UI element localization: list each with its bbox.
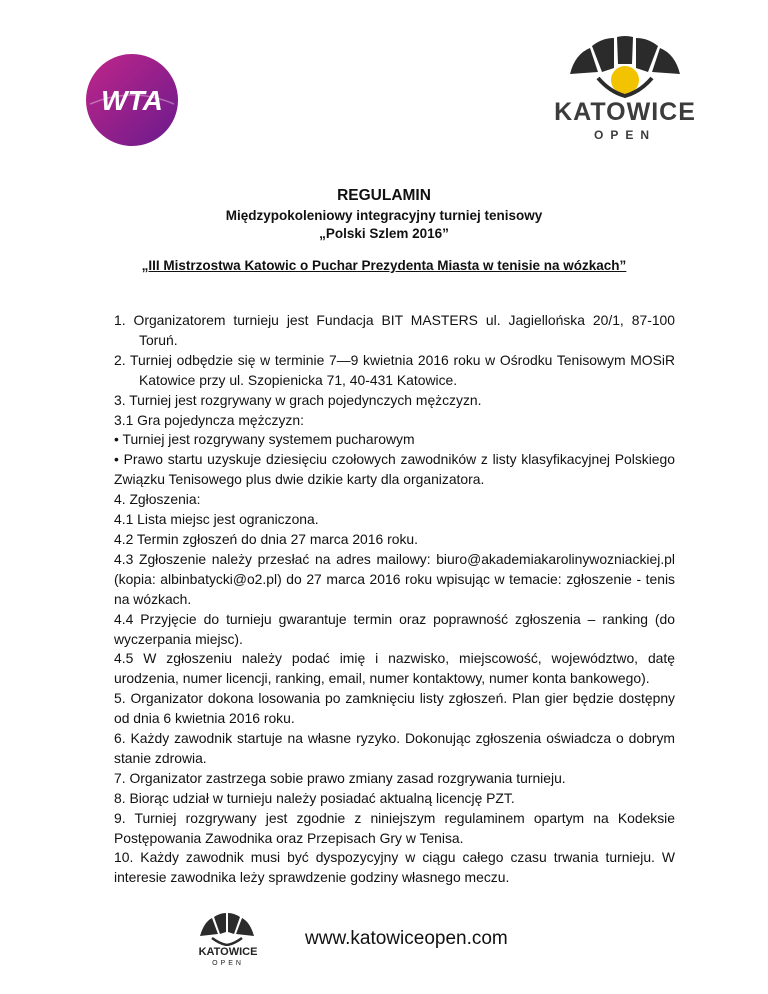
footer-logo-name: KATOWICE [198, 946, 258, 958]
rule-item: 4. Zgłoszenia: [114, 491, 201, 508]
katowice-open-logo [540, 34, 710, 158]
rule-item: • Turniej jest rozgrywany systemem pucharowym [114, 431, 415, 448]
rule-item: 3. Turniej jest rozgrywany w grach pojedynczych mężczyzn. [114, 391, 482, 408]
rule-item: 10. Każdy zawodnik musi być dyspozycyjny w ciągu całego czasu trwania turnieju. W interesie zawodnika leży sprawdzenie godziny własnego meczu. [114, 849, 675, 886]
rule-item: 2. Turniej odbędzie się w terminie 7—9 kwietnia 2016 roku w Ośrodku Tenisowym MOSiR Katowice przy ul. Szopienicka 71, 40-431 Katowice. [114, 351, 675, 388]
rule-item: • Prawo startu uzyskuje dziesięciu czołowych zawodników z listy klasyfikacyjnej Polskiego Związku Tenisowego plus dwie dzikie karty dla organizatora. [114, 451, 675, 488]
katowice-open-sub: OPEN [593, 128, 656, 142]
website-url[interactable]: www.katowiceopen.com [305, 928, 508, 949]
rule-item: 5. Organizator dokona losowania po zamknięciu listy zgłoszeń. Plan gier będzie dostępny od dnia 6 kwietnia 2016 roku. [114, 690, 675, 727]
rule-item: 9. Turniej rozgrywany jest zgodnie z niniejszym regulaminem opartym na Kodeksie Postępowania Zawodnika oraz Przepisach Gry w Tenisa. [114, 809, 675, 846]
rules-body [114, 311, 675, 888]
rule-item: 1. Organizatorem turnieju jest Fundacja BIT MASTERS ul. Jagiellońska 20/1, 87-100 Toruń. [114, 312, 675, 348]
rule-item: 3.1 Gra pojedyncza mężczyzn: [114, 411, 304, 428]
rule-item: 4.3 Zgłoszenie należy przesłać na adres mailowy: biuro@akademiakarolinywozniackiej.pl (kopia: albinbatycki@o2.pl) do 27 marca 2016 roku wpisując w temacie: zgłoszenie - tenis na wózkach. [114, 550, 675, 607]
rule-item: 6. Każdy zawodnik startuje na własne ryzyko. Dokonując zgłoszenia oświadcza o dobrym stanie zdrowia. [114, 730, 675, 766]
rule-item: 4.5 W zgłoszeniu należy podać imię i nazwisko, miejscowość, województwo, datę urodzenia, numer licencji, ranking, email, numer kontaktowy, numer konta bankowego). [114, 650, 675, 687]
championship-title-text: „III Mistrzostwa Katowic o Puchar Prezydenta Miasta w tenisie na wózkach” [141, 258, 627, 273]
event-name: „Polski Szlem 2016” [319, 226, 449, 241]
championship-title [0, 258, 768, 273]
document-title: REGULAMIN [337, 187, 431, 204]
rule-item: 4.2 Termin zgłoszeń do dnia 27 marca 2016 roku. [114, 530, 418, 547]
rule-item: 4.4 Przyjęcie do turnieju gwarantuje termin oraz poprawność zgłoszenia – ranking (do wyczerpania miejsc). [114, 610, 675, 647]
footer-katowice-open-logo [190, 912, 266, 976]
rule-item: 7. Organizator zastrzega sobie prawo zmiany zasad rozgrywania turnieju. [114, 769, 566, 786]
wta-logo-text: WTA [101, 85, 163, 116]
rule-item: 8. Biorąc udział w turnieju należy posiadać aktualną licencję PZT. [114, 789, 515, 806]
footer-logo-sub: OPEN [212, 960, 244, 967]
rule-item: 4.1 Lista miejsc jest ograniczona. [114, 511, 319, 528]
wta-logo [84, 52, 180, 148]
document-subtitle: Międzypokoleniowy integracyjny turniej tenisowy [225, 208, 543, 223]
katowice-open-name: KATOWICE [554, 98, 696, 126]
